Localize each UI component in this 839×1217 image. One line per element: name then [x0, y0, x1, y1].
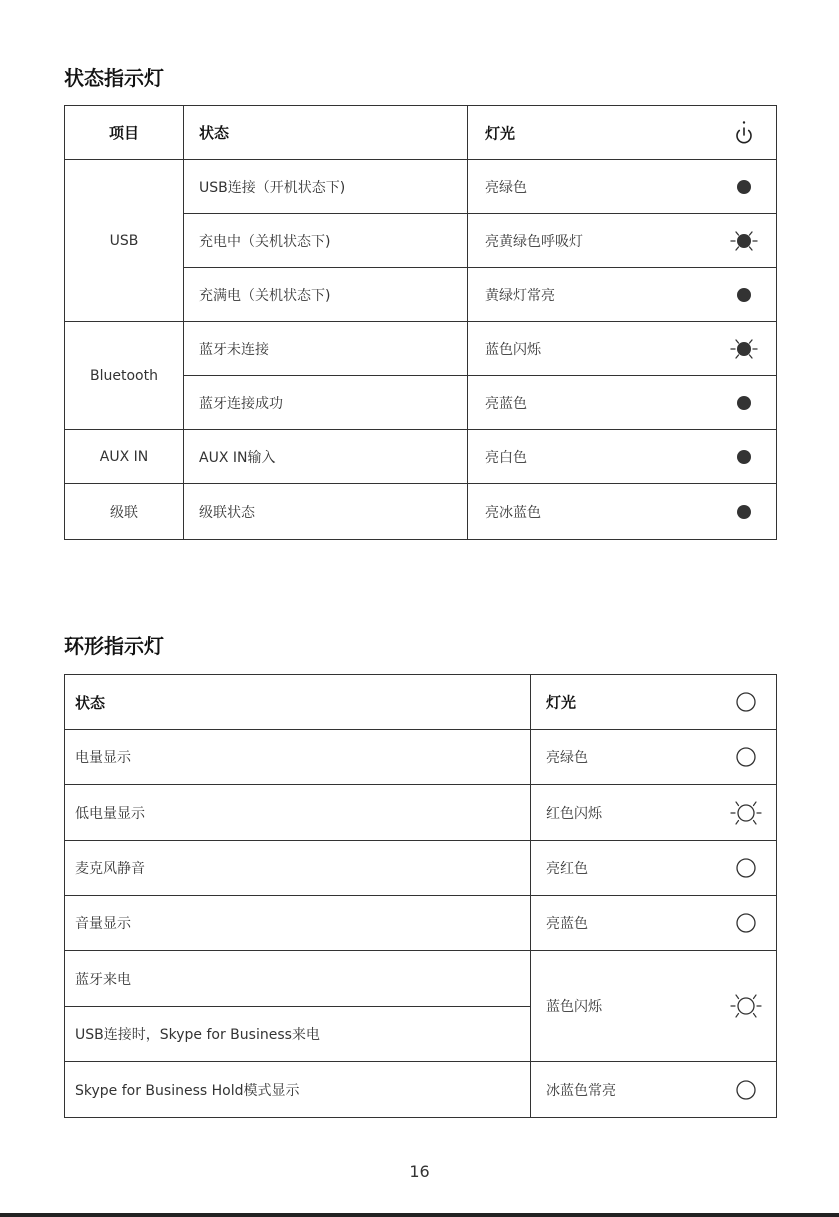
light-text: 黄绿灯常亮	[485, 287, 555, 304]
state-cell: 低电量显示	[65, 785, 531, 841]
header-state: 状态	[184, 106, 468, 160]
header-light-cell	[531, 675, 777, 730]
filled-dot-icon	[736, 504, 752, 520]
light-cell	[531, 785, 777, 841]
item-aux-in: AUX IN	[65, 430, 184, 484]
light-text: 亮冰蓝色	[485, 504, 541, 521]
light-cell	[468, 322, 777, 376]
filled-dot-icon	[736, 287, 752, 303]
status-indicator-table	[64, 105, 777, 540]
item-bluetooth: Bluetooth	[65, 322, 184, 430]
state-cell: USB连接（开机状态下)	[184, 160, 468, 214]
light-cell	[531, 1062, 777, 1118]
table-row	[65, 1062, 777, 1118]
ring-icon	[735, 912, 757, 934]
header-light: 灯光	[546, 693, 577, 712]
state-cell: 充电中（关机状态下)	[184, 214, 468, 268]
table-row	[65, 322, 777, 376]
light-text: 亮白色	[485, 449, 527, 466]
table-row	[65, 730, 777, 785]
item-usb: USB	[65, 160, 184, 322]
ring-icon	[735, 691, 757, 713]
light-text: 红色闪烁	[546, 805, 602, 822]
flashing-ring-icon	[729, 992, 763, 1020]
light-text: 冰蓝色常亮	[546, 1082, 616, 1099]
light-cell	[468, 214, 777, 268]
ring-indicator-table	[64, 674, 777, 1118]
state-cell: 充满电（关机状态下)	[184, 268, 468, 322]
state-cell: 蓝牙来电	[65, 951, 531, 1007]
page-number: 16	[409, 1162, 430, 1181]
header-item: 项目	[65, 106, 184, 160]
light-cell	[468, 484, 777, 540]
item-cascade: 级联	[65, 484, 184, 540]
state-cell: 蓝牙连接成功	[184, 376, 468, 430]
light-cell	[531, 841, 777, 896]
flashing-dot-icon	[729, 229, 759, 253]
light-text: 亮绿色	[485, 179, 527, 196]
light-cell	[468, 376, 777, 430]
table-row	[65, 430, 777, 484]
filled-dot-icon	[736, 449, 752, 465]
light-cell	[468, 430, 777, 484]
light-cell	[468, 160, 777, 214]
state-cell: AUX IN输入	[184, 430, 468, 484]
ring-icon	[735, 1079, 757, 1101]
table-header-row	[65, 106, 777, 160]
state-cell: USB连接时，Skype for Business来电	[65, 1007, 531, 1062]
light-text: 亮蓝色	[485, 395, 527, 412]
light-text: 亮黄绿色呼吸灯	[485, 233, 583, 250]
light-text: 亮绿色	[546, 750, 588, 766]
state-cell: 蓝牙未连接	[184, 322, 468, 376]
table-row	[65, 841, 777, 896]
ring-icon	[735, 857, 757, 879]
header-state: 状态	[65, 675, 531, 730]
state-cell: 电量显示	[65, 730, 531, 785]
table-header-row	[65, 675, 777, 730]
flashing-dot-icon	[729, 337, 759, 361]
header-light-cell	[468, 106, 777, 160]
light-text: 蓝色闪烁	[546, 999, 602, 1015]
table-row	[65, 785, 777, 841]
light-cell	[531, 896, 777, 951]
light-cell	[531, 951, 777, 1062]
power-icon	[733, 120, 755, 146]
table-row	[65, 484, 777, 540]
light-text: 亮红色	[546, 861, 588, 877]
state-cell: 麦克风静音	[65, 841, 531, 896]
filled-dot-icon	[736, 395, 752, 411]
state-cell: 级联状态	[184, 484, 468, 540]
ring-section-title: 环形指示灯	[64, 634, 164, 658]
filled-dot-icon	[736, 179, 752, 195]
bottom-rule	[0, 1213, 839, 1217]
table-row	[65, 160, 777, 214]
light-cell	[531, 730, 777, 785]
state-cell: 音量显示	[65, 896, 531, 951]
flashing-ring-icon	[729, 799, 763, 827]
light-text: 亮蓝色	[546, 916, 588, 932]
table-row	[65, 896, 777, 951]
ring-icon	[735, 746, 757, 768]
table-row	[65, 951, 777, 1007]
light-text: 蓝色闪烁	[485, 341, 541, 358]
header-light: 灯光	[485, 124, 516, 142]
light-cell	[468, 268, 777, 322]
state-cell: Skype for Business Hold模式显示	[65, 1062, 531, 1118]
status-section-title: 状态指示灯	[64, 66, 164, 90]
